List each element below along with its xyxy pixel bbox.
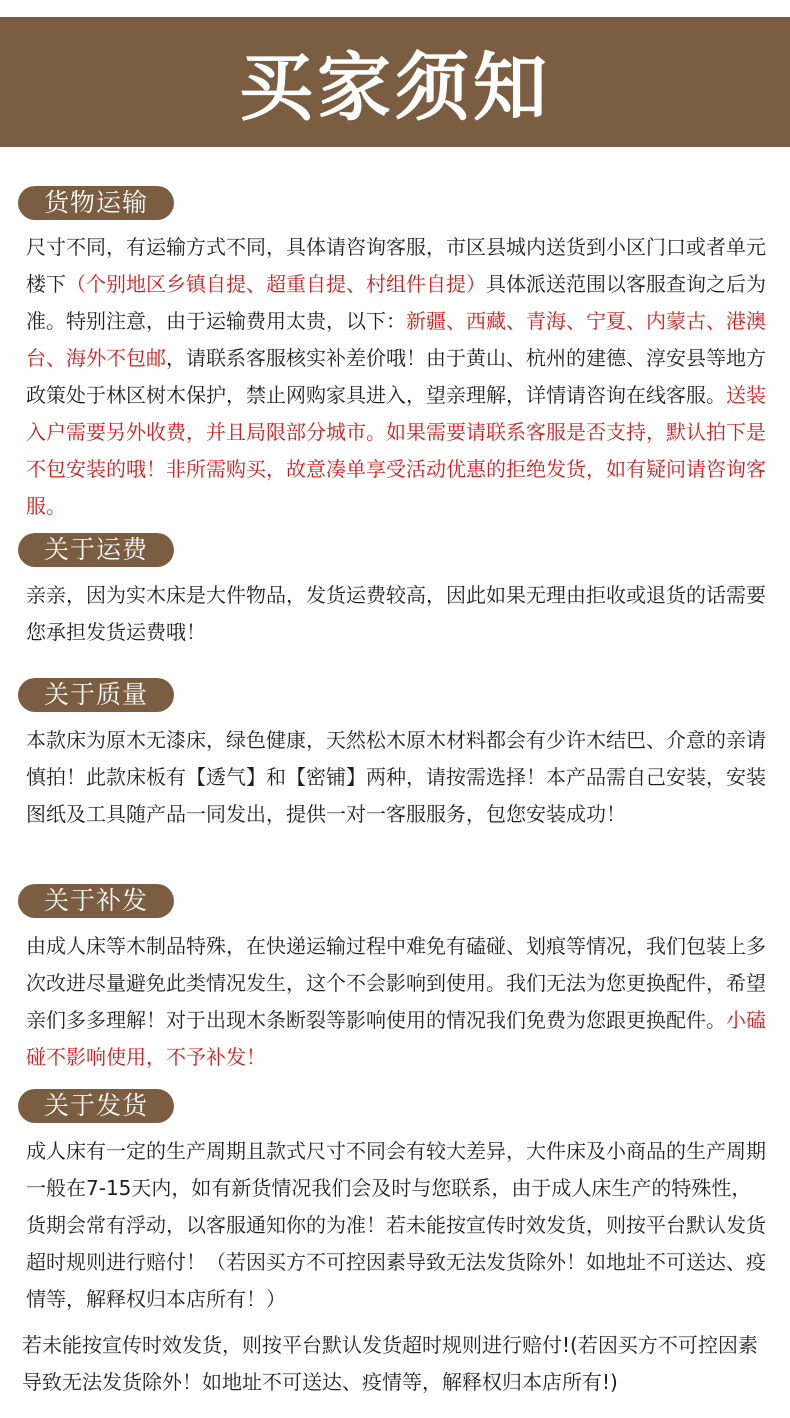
section-text-reissue bbox=[26, 928, 771, 1076]
highlight-segment: 送装入户需要另外收费，并且局限部分城市。如果需要请联系客服是否支持，默认拍下是不包安装的哦！非所需购买，故意凑单享受活动优惠的拒绝发货，如有疑问请咨询客服。 bbox=[26, 383, 766, 518]
text-segment: 亲亲，因为实木床是大件物品，发货运费较高，因此如果无理由拒收或退货的话需要您承担发货运费哦！ bbox=[26, 583, 766, 644]
section-heading-delivery: 关于发货 bbox=[18, 1089, 174, 1123]
page-title: 买家须知 bbox=[239, 45, 551, 131]
text-segment: 具体派送范围以客服查询之后为准。特别注意，由于运输费用太贵，以下： bbox=[26, 272, 766, 333]
section-heading-freight: 关于运费 bbox=[18, 533, 174, 567]
text-segment: 尺寸不同，有运输方式不同，具体请咨询客服，市区县城内送货到小区门口或者单元楼下 bbox=[26, 235, 766, 296]
highlight-segment: （个别地区乡镇自提、超重自提、村组件自提） bbox=[66, 272, 486, 296]
section-heading-reissue: 关于补发 bbox=[18, 884, 174, 918]
footer-note: 若未能按宣传时效发货，则按平台默认发货超时规则进行赔付!(若因买方不可控因素导致无法发货除外！如地址不可送达、疫情等，解释权归本店所有!) bbox=[22, 1333, 758, 1394]
section-text-quality bbox=[26, 722, 771, 833]
highlight-segment: 新疆、西藏、青海、宁夏、内蒙古、港澳台、海外不包邮 bbox=[26, 309, 766, 370]
text-segment: 成人床有一定的生产周期且款式尺寸不同会有较大差异，大件床及小商品的生产周期一般在7-15天内，如有新货情况我们会及时与您联系，由于成人床生产的特殊性，货期会常有浮动，以客服通知你的为准！若未能按宣传时效发货，则按平台默认发货超时规则进行赔付！（若因买方不可控因素导致无法发货除外！如地址不可送达、疫情等，解释权归本店所有！） bbox=[26, 1139, 766, 1311]
title-banner bbox=[0, 17, 790, 147]
section-text-shipping bbox=[26, 229, 771, 525]
section-text-freight bbox=[26, 577, 771, 651]
text-segment: 本款床为原木无漆床，绿色健康，天然松木原木材料都会有少许木结巴、介意的亲请慎拍！此款床板有【透气】和【密铺】两种，请按需选择！本产品需自己安装，安装图纸及工具随产品一同发出，提供一对一客服服务，包您安装成功！ bbox=[26, 728, 766, 826]
highlight-segment: 小磕碰不影响使用，不予补发！ bbox=[26, 1008, 766, 1069]
text-segment: ，请联系客服核实补差价哦！由于黄山、杭州的建德、淳安县等地方政策处于林区树木保护，禁止网购家具进入，望亲理解，详情请咨询在线客服。 bbox=[26, 346, 766, 407]
section-text-delivery bbox=[26, 1133, 771, 1318]
text-segment: 由成人床等木制品特殊，在快递运输过程中难免有磕碰、划痕等情况，我们包装上多次改进尽量避免此类情况发生，这个不会影响到使用。我们无法为您更换配件，希望亲们多多理解！对于出现木条断裂等影响使用的情况我们免费为您跟更换配件。 bbox=[26, 934, 766, 1032]
section-heading-shipping: 货物运输 bbox=[18, 186, 174, 220]
section-heading-quality: 关于质量 bbox=[18, 678, 174, 712]
